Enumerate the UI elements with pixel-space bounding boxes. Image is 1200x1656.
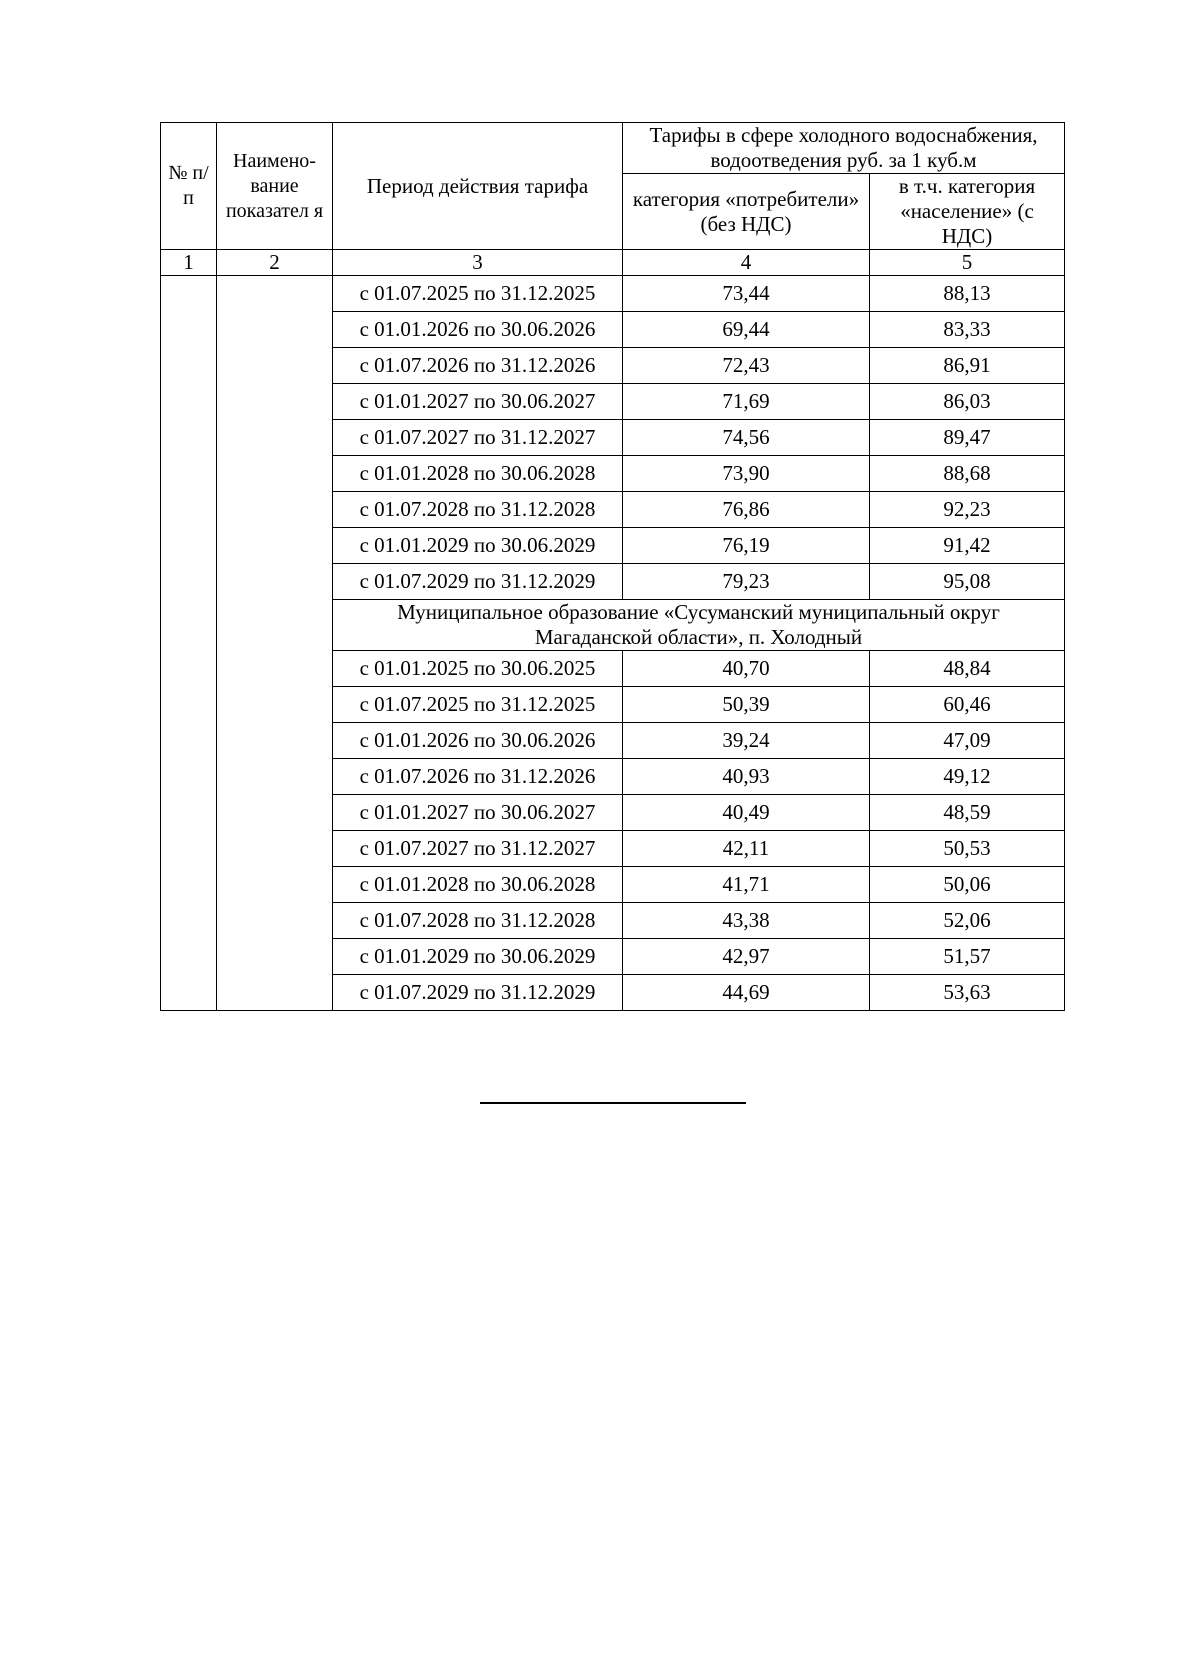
municipality-title: Муниципальное образование «Сусуманский муниципальный округ Магаданской области», п. Холодный (333, 600, 1065, 651)
tariff-table (160, 122, 1065, 1011)
tariff-without-vat-cell: 79,23 (623, 564, 870, 600)
tariff-with-vat-cell: 86,91 (870, 348, 1065, 384)
tariff-without-vat-cell: 42,97 (623, 939, 870, 975)
period-cell: с 01.07.2027 по 31.12.2027 (333, 831, 623, 867)
column-number-2: 2 (217, 250, 333, 276)
tariff-without-vat-cell: 76,86 (623, 492, 870, 528)
tariff-with-vat-cell: 48,84 (870, 651, 1065, 687)
table-row (161, 276, 1065, 312)
period-cell: с 01.01.2025 по 30.06.2025 (333, 651, 623, 687)
tariff-with-vat-cell: 86,03 (870, 384, 1065, 420)
period-cell: с 01.07.2025 по 31.12.2025 (333, 276, 623, 312)
tariff-without-vat-cell: 73,90 (623, 456, 870, 492)
tariff-without-vat-cell: 44,69 (623, 975, 870, 1011)
period-cell: с 01.01.2029 по 30.06.2029 (333, 939, 623, 975)
tariff-without-vat-cell: 40,70 (623, 651, 870, 687)
tariff-with-vat-cell: 89,47 (870, 420, 1065, 456)
tariff-without-vat-cell: 72,43 (623, 348, 870, 384)
tariff-without-vat-cell: 71,69 (623, 384, 870, 420)
period-cell: с 01.07.2026 по 31.12.2026 (333, 759, 623, 795)
header-number: № п/п (161, 123, 217, 250)
indicator-name-cell-empty (217, 276, 333, 1011)
tariff-without-vat-cell: 43,38 (623, 903, 870, 939)
period-cell: с 01.01.2027 по 30.06.2027 (333, 384, 623, 420)
tariff-with-vat-cell: 83,33 (870, 312, 1065, 348)
number-cell-empty (161, 276, 217, 1011)
tariff-with-vat-cell: 51,57 (870, 939, 1065, 975)
tariff-with-vat-cell: 47,09 (870, 723, 1065, 759)
tariff-without-vat-cell: 39,24 (623, 723, 870, 759)
tariff-without-vat-cell: 40,93 (623, 759, 870, 795)
column-number-5: 5 (870, 250, 1065, 276)
period-cell: с 01.07.2028 по 31.12.2028 (333, 492, 623, 528)
footer-divider-line (480, 1102, 746, 1104)
tariff-with-vat-cell: 52,06 (870, 903, 1065, 939)
header-consumers-without-vat: категория «потребители» (без НДС) (623, 174, 870, 250)
period-cell: с 01.07.2026 по 31.12.2026 (333, 348, 623, 384)
period-cell: с 01.07.2028 по 31.12.2028 (333, 903, 623, 939)
header-tariff-period: Период действия тарифа (333, 123, 623, 250)
period-cell: с 01.01.2029 по 30.06.2029 (333, 528, 623, 564)
column-number-4: 4 (623, 250, 870, 276)
tariff-with-vat-cell: 48,59 (870, 795, 1065, 831)
period-cell: с 01.07.2029 по 31.12.2029 (333, 564, 623, 600)
tariff-with-vat-cell: 50,06 (870, 867, 1065, 903)
header-population-with-vat: в т.ч. категория «население» (с НДС) (870, 174, 1065, 250)
header-indicator-name: Наимено-вание показател я (217, 123, 333, 250)
tariff-with-vat-cell: 92,23 (870, 492, 1065, 528)
period-cell: с 01.01.2028 по 30.06.2028 (333, 456, 623, 492)
period-cell: с 01.07.2025 по 31.12.2025 (333, 687, 623, 723)
column-number-3: 3 (333, 250, 623, 276)
tariff-with-vat-cell: 53,63 (870, 975, 1065, 1011)
tariff-with-vat-cell: 60,46 (870, 687, 1065, 723)
header-tariffs-group: Тарифы в сфере холодного водоснабжения, водоотведения руб. за 1 куб.м (623, 123, 1065, 174)
period-cell: с 01.01.2027 по 30.06.2027 (333, 795, 623, 831)
tariff-without-vat-cell: 76,19 (623, 528, 870, 564)
period-cell: с 01.07.2029 по 31.12.2029 (333, 975, 623, 1011)
period-cell: с 01.01.2028 по 30.06.2028 (333, 867, 623, 903)
column-number-1: 1 (161, 250, 217, 276)
period-cell: с 01.01.2026 по 30.06.2026 (333, 312, 623, 348)
tariff-without-vat-cell: 74,56 (623, 420, 870, 456)
tariff-with-vat-cell: 50,53 (870, 831, 1065, 867)
tariff-with-vat-cell: 49,12 (870, 759, 1065, 795)
tariff-without-vat-cell: 69,44 (623, 312, 870, 348)
period-cell: с 01.01.2026 по 30.06.2026 (333, 723, 623, 759)
tariff-with-vat-cell: 88,13 (870, 276, 1065, 312)
tariff-without-vat-cell: 42,11 (623, 831, 870, 867)
period-cell: с 01.07.2027 по 31.12.2027 (333, 420, 623, 456)
tariff-without-vat-cell: 50,39 (623, 687, 870, 723)
tariff-without-vat-cell: 40,49 (623, 795, 870, 831)
tariff-with-vat-cell: 91,42 (870, 528, 1065, 564)
tariff-without-vat-cell: 41,71 (623, 867, 870, 903)
tariff-with-vat-cell: 95,08 (870, 564, 1065, 600)
tariff-without-vat-cell: 73,44 (623, 276, 870, 312)
tariff-with-vat-cell: 88,68 (870, 456, 1065, 492)
